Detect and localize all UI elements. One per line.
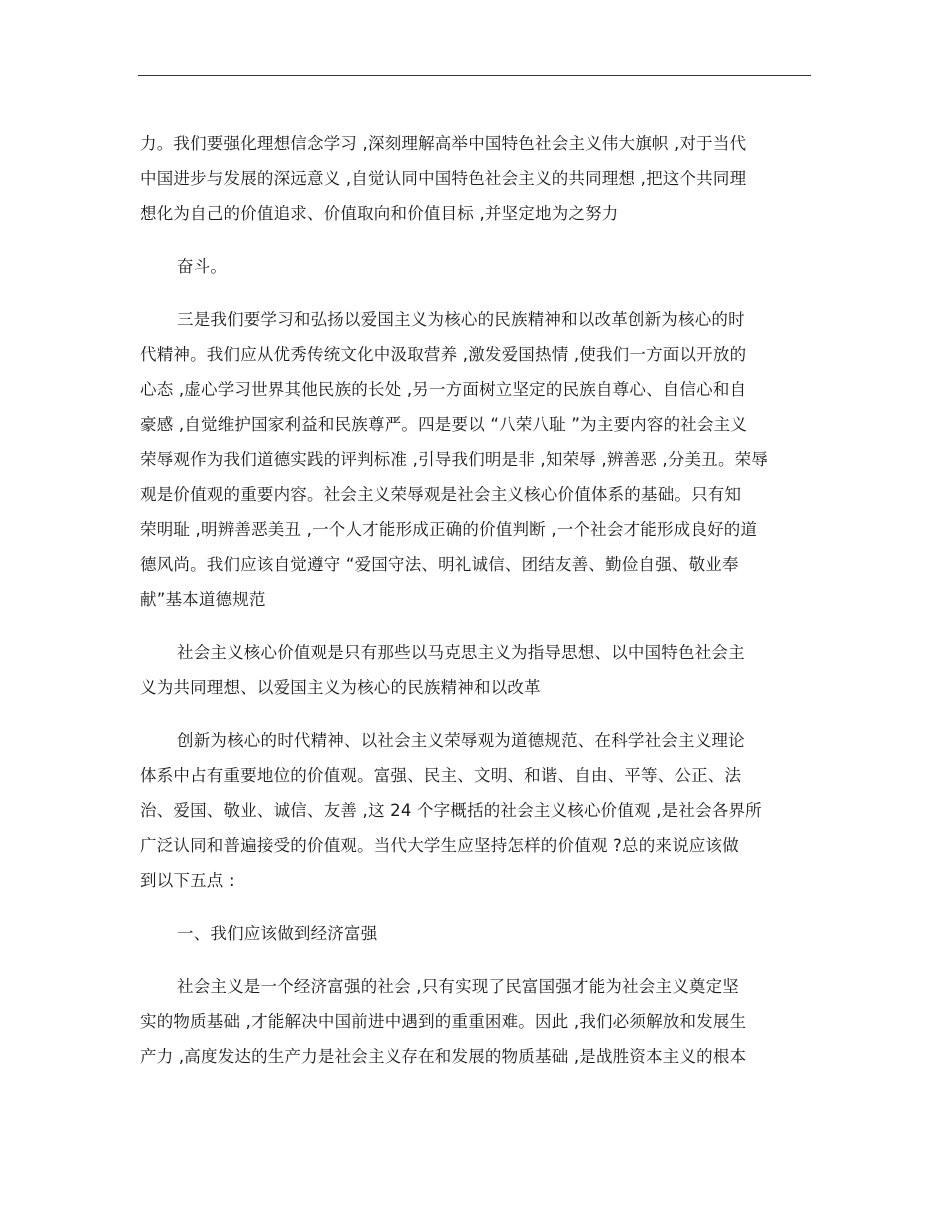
text-line: 到以下五点 :: [140, 871, 235, 890]
text-line: 想化为自己的价值追求、价值取向和价值目标 ,并坚定地为之努力: [140, 204, 619, 223]
text-line: 义为共同理想、以爱国主义为核心的民族精神和以改革: [140, 678, 541, 697]
paragraph: [140, 635, 812, 705]
text-line: 产力 ,高度发达的生产力是社会主义存在和发展的物质基础 ,是战胜资本主义的根本: [140, 1047, 747, 1066]
text-line: 实的物质基础 ,才能解决中国前进中遇到的重重困难。因此 ,我们必须解放和发展生: [140, 1012, 747, 1031]
text-line: 奋斗。: [177, 257, 228, 276]
text-line: 体系中占有重要地位的价值观。富强、民主、文明、和谐、自由、平等、公正、法: [140, 766, 742, 785]
text-line: 荣明耻 ,明辨善恶美丑 ,一个人才能形成正确的价值判断 ,一个社会才能形成良好的道: [140, 520, 758, 539]
document-body: [140, 126, 812, 1074]
text-line: 社会主义核心价值观是只有那些以马克思主义为指导思想、以中国特色社会主: [177, 643, 745, 662]
text-line: 广泛认同和普遍接受的价值观。当代大学生应坚持怎样的价值观 ?总的来说应该做: [140, 836, 739, 855]
text-line: 力。我们要强化理想信念学习 ,深刻理解高举中国特色社会主义伟大旗帜 ,对于当代: [140, 134, 747, 153]
text-line: 一、我们应该做到经济富强: [177, 924, 378, 943]
text-line: 三是我们要学习和弘扬以爱国主义为核心的民族精神和以改革创新为核心的时: [177, 310, 745, 329]
text-line: 创新为核心的时代精神、以社会主义荣辱观为道德规范、在科学社会主义理论: [177, 731, 745, 750]
text-line: 代精神。我们应从优秀传统文化中汲取营养 ,激发爱国热情 ,使我们一方面以开放的: [140, 345, 747, 364]
section-heading: [140, 916, 812, 951]
text-line: 治、爱国、敬业、诚信、友善 ,这 24 个字概括的社会主义核心价值观 ,是社会各界所: [140, 801, 762, 820]
text-line: 荣辱观作为我们道德实践的评判标准 ,引导我们明是非 ,知荣辱 ,辨善恶 ,分美丑。荣辱: [140, 450, 769, 469]
paragraph: [140, 249, 812, 284]
paragraph: [140, 126, 812, 231]
paragraph: [140, 302, 812, 617]
header-rule: [138, 75, 811, 76]
text-line: 观是价值观的重要内容。社会主义荣辱观是社会主义核心价值体系的基础。只有知: [140, 485, 742, 504]
text-line: 献”基本道德规范: [140, 590, 266, 609]
text-line: 豪感 ,自觉维护国家利益和民族尊严。四是要以 “八荣八耻 ”为主要内容的社会主义: [140, 415, 748, 434]
paragraph: [140, 723, 812, 898]
text-line: 心态 ,虚心学习世界其他民族的长处 ,另一方面树立坚定的民族自尊心、自信心和自: [140, 380, 747, 399]
text-line: 中国进步与发展的深远意义 ,自觉认同中国特色社会主义的共同理想 ,把这个共同理: [140, 169, 747, 188]
text-line: 社会主义是一个经济富强的社会 ,只有实现了民富国强才能为社会主义奠定坚: [177, 977, 739, 996]
text-line: 德风尚。我们应该自觉遵守 “爱国守法、明礼诚信、团结友善、勤俭自强、敬业奉: [140, 555, 739, 574]
paragraph: [140, 969, 812, 1074]
